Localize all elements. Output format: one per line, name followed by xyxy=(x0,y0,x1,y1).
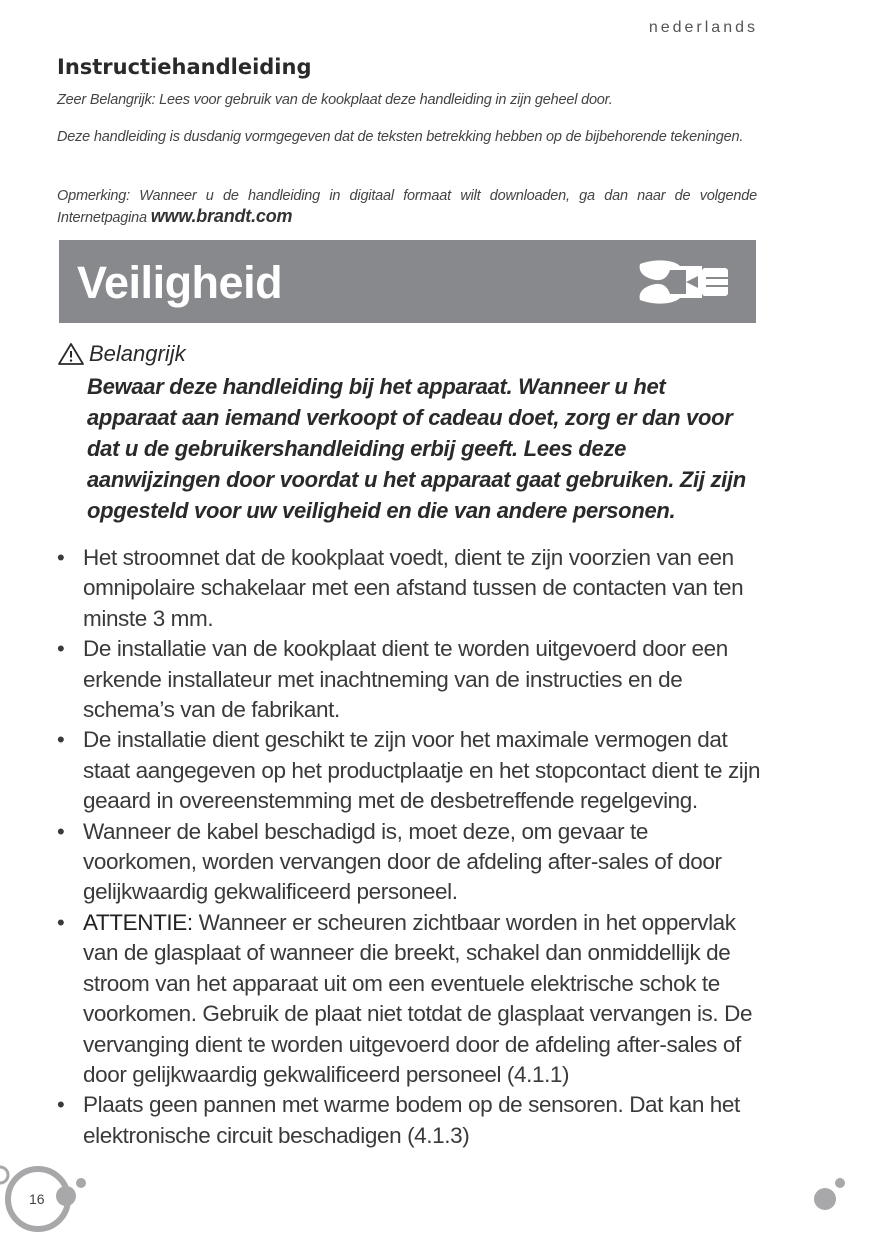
list-item-text: Het stroomnet dat de kookplaat voedt, dient te zijn voorzien van een omnipolaire schakelaar met een afstand tussen de contacten van ten minste 3 mm. xyxy=(83,545,744,631)
list-item xyxy=(57,543,762,634)
attention-label: ATTENTIE: xyxy=(83,909,193,935)
list-item-text: Wanneer er scheuren zichtbaar worden in het oppervlak van de glasplaat of wanneer die breekt, schakel dan onmiddellijk de stroom van het apparaat uit om een eventuele elektrische schok te voorkomen. Gebruik de plaat niet totdat de glasplaat vervangen is. De vervanging dient te worden uitgevoerd door de afdeling after-sales of door gelijkwaardig gekwalificeerd personeel (4.1.1) xyxy=(83,909,753,1087)
intro-important-note: Zeer Belangrijk: Lees voor gebruik van de kookplaat deze handleiding in zijn geheel door. xyxy=(57,92,613,108)
list-item xyxy=(57,817,762,908)
intro-layout-note: Deze handleiding is dusdanig vormgegeven dat de teksten betrekking hebben op de bijbehorende tekeningen. xyxy=(57,129,744,145)
safety-list xyxy=(57,543,762,1151)
section-banner xyxy=(59,240,756,323)
list-item xyxy=(57,908,762,1090)
warning-label: Belangrijk xyxy=(89,341,186,366)
bullet-icon: • xyxy=(57,909,65,935)
bullet-icon: • xyxy=(57,727,65,753)
footer-decoration-right xyxy=(813,1175,847,1211)
note-label: Opmerking: xyxy=(57,188,130,204)
warning-block xyxy=(57,341,757,526)
bullet-icon: • xyxy=(57,545,65,570)
list-item xyxy=(57,725,762,816)
list-item xyxy=(57,1090,762,1151)
warning-triangle-icon xyxy=(57,342,85,366)
note-text: Wanneer u de handleiding in digitaal formaat wilt downloaden, ga dan naar de volgende Internetpagina xyxy=(57,188,757,226)
list-item-text: De installatie van de kookplaat dient te worden uitgevoerd door een erkende installateur met inachtneming van de instructies en de schema’s van de fabrikant. xyxy=(83,636,728,723)
intro-download-note xyxy=(57,186,757,228)
bullet-icon: • xyxy=(57,818,65,844)
footer-decoration-left xyxy=(0,1155,95,1241)
language-label: nederlands xyxy=(648,19,758,36)
list-item-text: Plaats geen pannen met warme bodem op de sensoren. Dat kan het elektronische circuit beschadigen (4.1.3) xyxy=(83,1092,740,1148)
list-item xyxy=(57,634,762,725)
website-link[interactable]: www.brandt.com xyxy=(150,206,293,226)
warning-text: Bewaar deze handleiding bij het apparaat. Wanneer u het apparaat aan iemand verkoopt of cadeau doet, zorg er dan voor dat u de gebruikershandleiding erbij geeft. Lees deze aanwijzingen door voordat u het apparaat gaat gebruiken. Zij zijn opgesteld voor uw veiligheid en die van andere personen. xyxy=(87,374,746,523)
bullet-icon: • xyxy=(57,1092,65,1118)
document-title: Instructiehandleiding xyxy=(57,55,312,79)
list-item-text: Wanneer de kabel beschadigd is, moet deze, om gevaar te voorkomen, worden vervangen door de afdeling after-sales of door gelijkwaardig gekwalificeerd personeel. xyxy=(83,818,722,905)
section-title: Veiligheid xyxy=(77,257,283,308)
page-number: 16 xyxy=(29,1191,45,1207)
wrench-icon xyxy=(634,258,730,306)
bullet-icon: • xyxy=(57,636,65,662)
list-item-text: De installatie dient geschikt te zijn voor het maximale vermogen dat staat aangegeven op het productplaatje en het stopcontact dient te zijn geaard in overeenstemming met de desbetreffende regelgeving. xyxy=(83,727,761,814)
